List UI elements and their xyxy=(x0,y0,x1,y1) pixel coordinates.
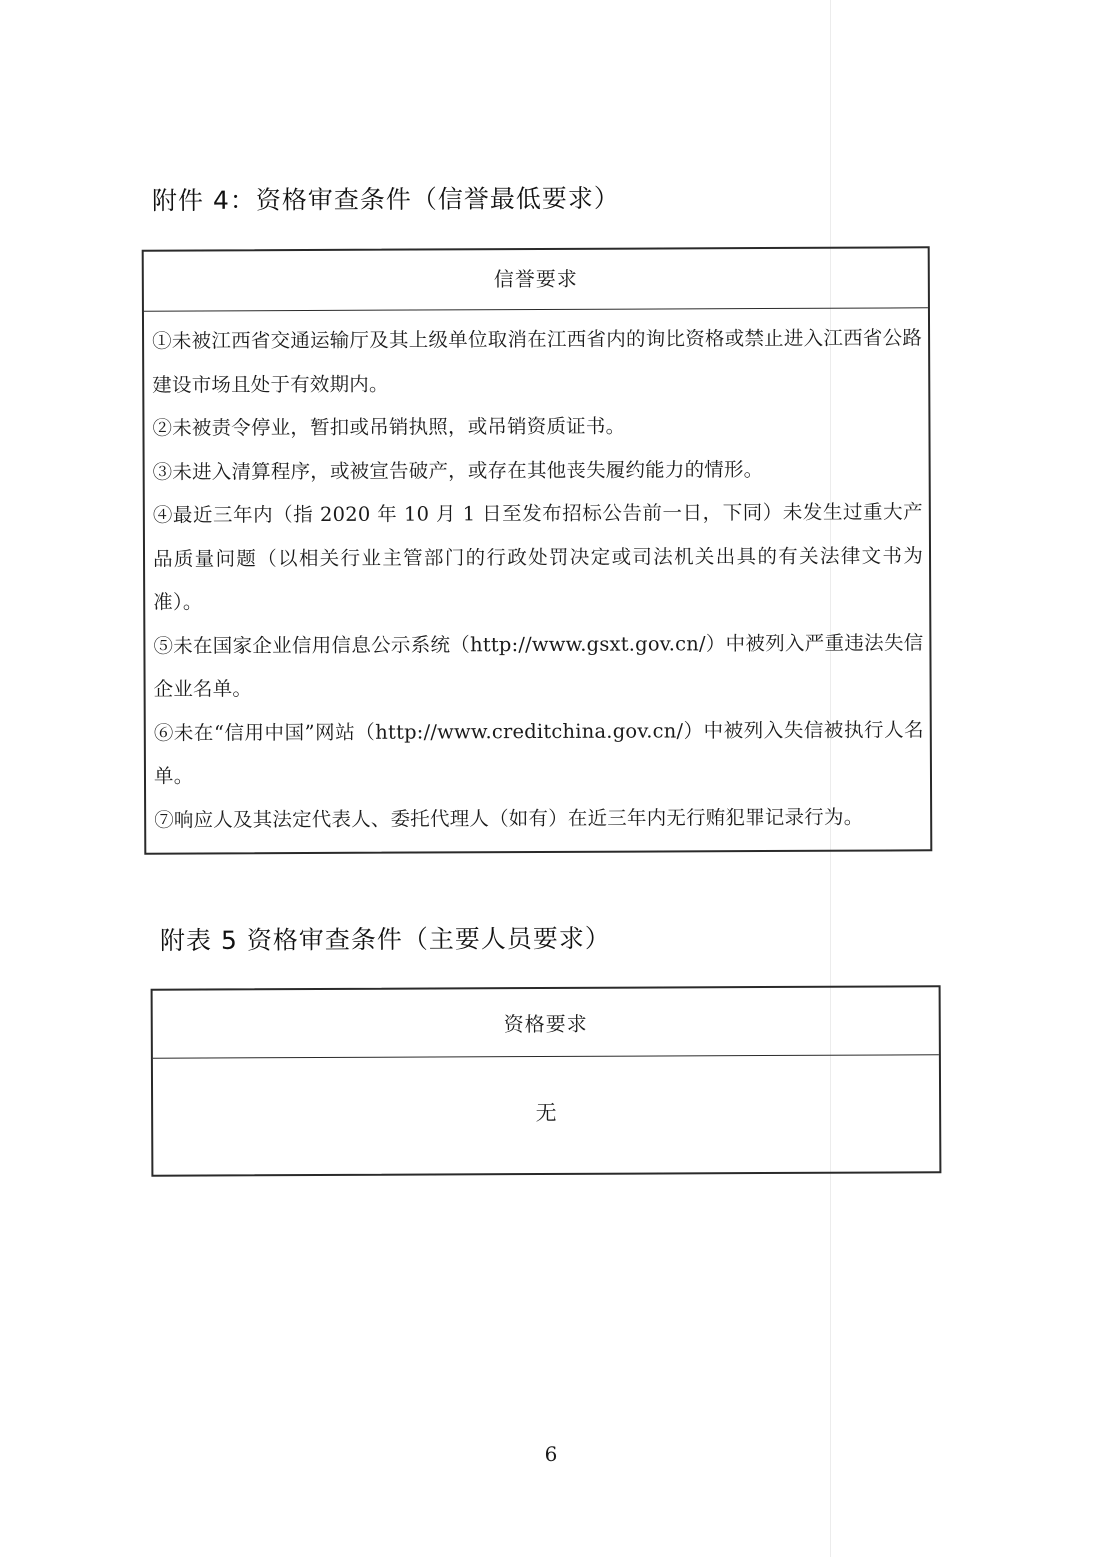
credit-requirements-table xyxy=(142,246,933,854)
requirement-item: ⑥未在“信用中国”网站（http://www.creditchina.gov.cn/）中被列入失信被执行人名单。 xyxy=(153,717,924,788)
credit-table-header: 信誉要求 xyxy=(144,248,928,311)
requirement-item: ①未被江西省交通运输厅及其上级单位取消在江西省内的询比资格或禁止进入江西省公路建设市场且处于有效期内。 xyxy=(152,326,923,397)
personnel-table-header: 资格要求 xyxy=(153,987,939,1058)
requirement-item: ④最近三年内（指 2020 年 10 月 1 日至发布招标公告前一日，下同）未发生过重大产品质量问题（以相关行业主管部门的行政处罚决定或司法机关出具的有关法律文书为准）。 xyxy=(152,500,924,614)
section-heading-credit: 附件 4：资格审查条件（信誉最低要求） xyxy=(151,183,620,216)
page-number: 6 xyxy=(544,1442,558,1466)
requirement-item: ⑦响应人及其法定代表人、委托代理人（如有）在近三年内无行贿犯罪记录行为。 xyxy=(154,805,864,832)
credit-requirements-list xyxy=(144,308,930,841)
requirement-item: ③未进入清算程序，或被宣告破产，或存在其他丧失履约能力的情形。 xyxy=(152,457,764,484)
section-heading-personnel: 附表 5 资格审查条件（主要人员要求） xyxy=(159,923,611,956)
personnel-requirements-table xyxy=(151,985,942,1176)
personnel-requirement-value: 无 xyxy=(535,1100,557,1126)
requirement-item: ⑤未在国家企业信用信息公示系统（http://www.gsxt.gov.cn/）中被列入严重违法失信企业名单。 xyxy=(153,630,924,701)
requirement-item: ②未被责令停业，暂扣或吊销执照，或吊销资质证书。 xyxy=(152,414,626,440)
